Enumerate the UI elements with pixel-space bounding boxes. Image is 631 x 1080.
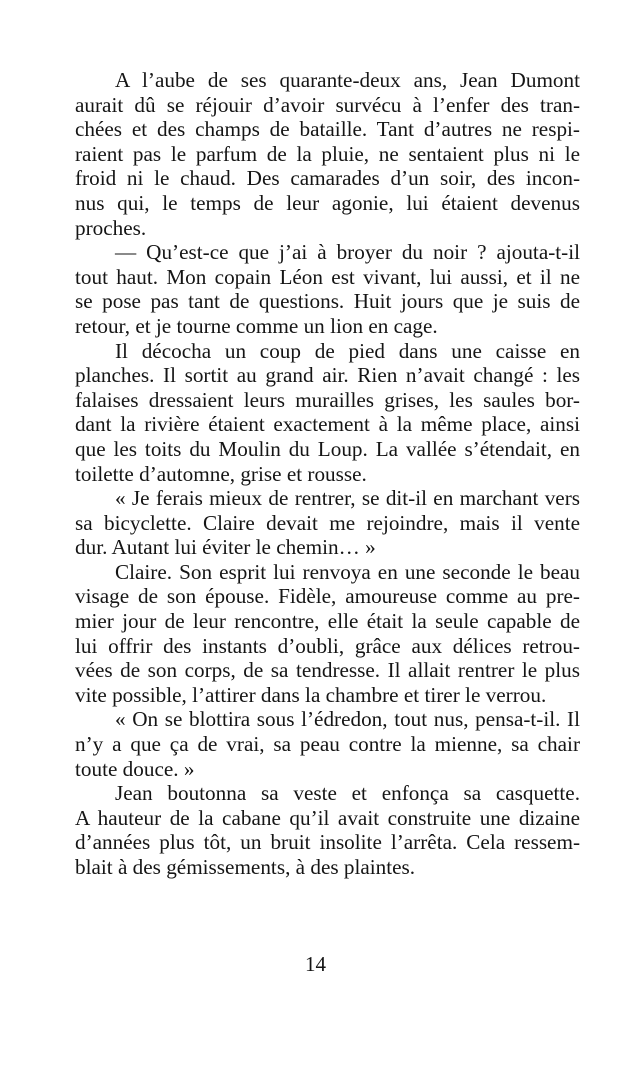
text-line: A hauteur de la cabane qu’il avait construite une dizaine: [75, 805, 580, 830]
text-line: falaises dressaient leurs murailles grises, les saules bor-: [75, 387, 580, 412]
text-line: blait à des gémissements, à des plaintes.: [75, 855, 416, 879]
text-line: d’années plus tôt, un bruit insolite l’arrêta. Cela ressem-: [75, 830, 580, 855]
text-line: « On se blottira sous l’édredon, tout nus, pensa-t-il. Il: [115, 707, 580, 732]
page-number: 14: [305, 952, 326, 976]
text-line: retour, et je tourne comme un lion en cage.: [75, 313, 438, 338]
paragraph-2: [75, 240, 580, 338]
paragraph-3: [75, 339, 580, 487]
text-line: sa bicyclette. Claire devait me rejoindre, mais il vente: [75, 510, 580, 535]
text-line: dant la rivière étaient exactement à la même place, ainsi: [75, 412, 580, 437]
paragraph-6: [75, 707, 580, 781]
text-line: chées et des champs de bataille. Tant d’autres ne respi-: [75, 117, 580, 142]
text-line: A l’aube de ses quarante-deux ans, Jean Dumont: [115, 68, 580, 92]
text-line: tout haut. Mon copain Léon est vivant, lui aussi, et il ne: [75, 264, 580, 289]
text-line: Claire. Son esprit lui renvoya en une seconde le beau: [115, 559, 580, 584]
text-line: « Je ferais mieux de rentrer, se dit-il en marchant vers: [115, 486, 580, 511]
text-line: vées de son corps, de sa tendresse. Il allait rentrer le plus: [75, 658, 580, 683]
text-line: planches. Il sortit au grand air. Rien n’avait changé : les: [75, 363, 580, 388]
text-line: vite possible, l’attirer dans la chambre et tirer le verrou.: [75, 682, 547, 707]
paragraph-1: [75, 68, 580, 240]
text-line: visage de son épouse. Fidèle, amoureuse comme au pre-: [75, 584, 580, 609]
text-line: Il décocha un coup de pied dans une caisse en: [115, 338, 580, 363]
text-line: proches.: [75, 215, 147, 240]
text-line: se pose pas tant de questions. Huit jours que je suis de: [75, 289, 580, 314]
text-line: toilette d’automne, grise et rousse.: [75, 461, 367, 486]
text-line: nus qui, le temps de leur agonie, lui étaient devenus: [75, 190, 580, 215]
text-line: mier jour de leur rencontre, elle était la seule capable de: [75, 609, 580, 634]
text-line: froid ni le chaud. Des camarades d’un soir, des incon-: [75, 166, 580, 191]
text-line: raient pas le parfum de la pluie, ne sentaient plus ni le: [75, 141, 580, 166]
paragraph-4: [75, 486, 580, 560]
text-line: aurait dû se réjouir d’avoir survécu à l’enfer des tran-: [75, 92, 580, 117]
paragraph-7: [75, 781, 580, 879]
text-line: dur. Autant lui éviter le chemin… »: [75, 535, 376, 560]
text-line: que les toits du Moulin du Loup. La vallée s’étendait, en: [75, 436, 580, 461]
text-line: — Qu’est-ce que j’ai à broyer du noir ? ajouta-t-il: [115, 240, 580, 265]
text-line: Jean boutonna sa veste et enfonça sa casquette.: [115, 781, 580, 806]
book-page-text: [75, 68, 580, 880]
text-line: n’y a que ça de vrai, sa peau contre la mienne, sa chair: [75, 732, 580, 757]
text-line: toute douce. »: [75, 756, 195, 781]
text-line: lui offrir des instants d’oubli, grâce aux délices retrou-: [75, 633, 580, 658]
paragraph-5: [75, 560, 580, 708]
